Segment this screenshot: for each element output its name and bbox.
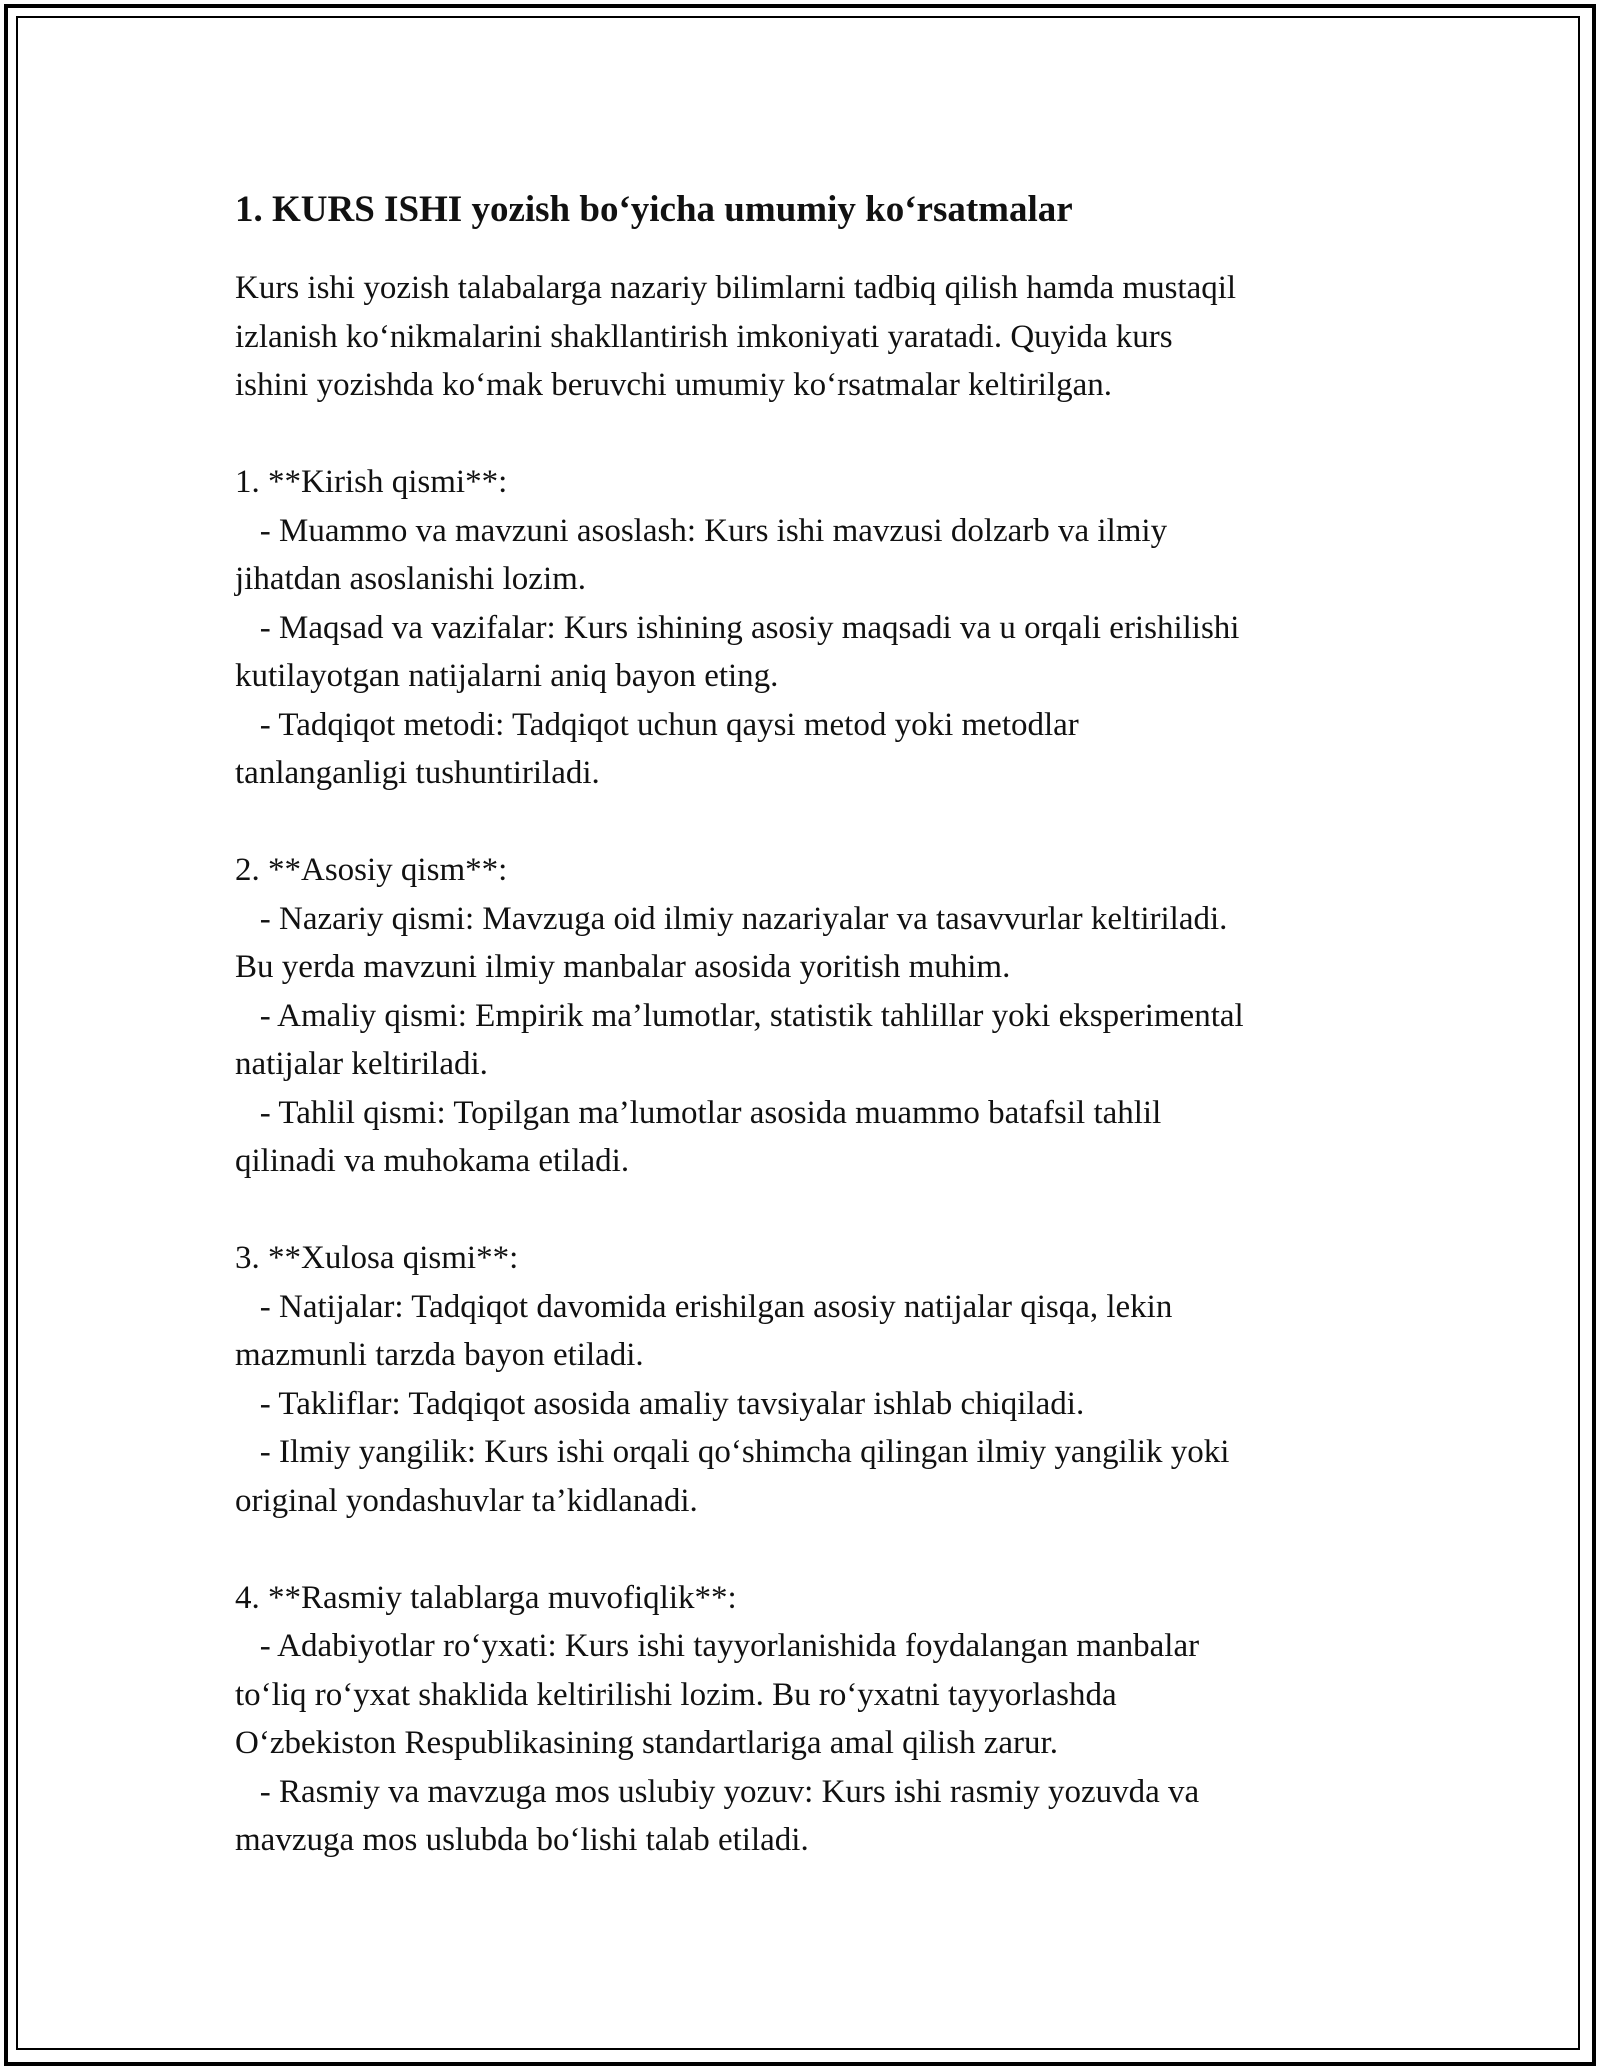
section-line: mazmunli tarzda bayon etiladi.	[235, 1337, 644, 1373]
section-line: original yondashuvlar ta’kidlanadi.	[235, 1482, 698, 1519]
document-title: 1. KURS ISHI yozish bo‘yicha umumiy ko‘rsatmalar	[235, 189, 1073, 230]
intro-paragraph	[235, 264, 1395, 410]
section-heading: 1. **Kirish qismi**:	[235, 464, 508, 500]
section-heading: 4. **Rasmiy talablarga muvofiqlik**:	[235, 1579, 737, 1616]
section-line: - Nazariy qismi: Mavzuga oid ilmiy nazariyalar va tasavvurlar keltiriladi.	[235, 900, 1228, 937]
section-line: to‘liq ro‘yxat shaklida keltirilishi lozim. Bu ro‘yxatni tayyorlashda	[235, 1676, 1117, 1713]
section-line: - Tadqiqot metodi: Tadqiqot uchun qaysi metod yoki metodlar	[235, 706, 1079, 743]
section-line: natijalar keltiriladi.	[235, 1046, 488, 1082]
section-xulosa	[235, 1234, 1395, 1525]
section-line: O‘zbekiston Respublikasining standartlariga amal qilish zarur.	[235, 1725, 1058, 1761]
intro-line: izlanish ko‘nikmalarini shakllantirish imkoniyati yaratadi. Quyida kurs	[235, 318, 1173, 355]
section-asosiy	[235, 846, 1395, 1186]
section-line: mavzuga mos uslubda bo‘lishi talab etiladi.	[235, 1822, 809, 1858]
section-line: kutilayotgan natijalarni aniq bayon eting.	[235, 658, 779, 694]
section-line: jihatdan asoslanishi lozim.	[235, 561, 587, 597]
section-line: - Amaliy qismi: Empirik ma’lumotlar, statistik tahlillar yoki eksperimental	[235, 997, 1244, 1034]
section-line: - Adabiyotlar ro‘yxati: Kurs ishi tayyorlanishida foydalangan manbalar	[235, 1628, 1200, 1664]
document-body	[235, 186, 1395, 1865]
section-line: qilinadi va muhokama etiladi.	[235, 1143, 630, 1179]
intro-line: Kurs ishi yozish talabalarga nazariy bilimlarni tadbiq qilish hamda mustaqil	[235, 270, 1237, 306]
section-heading: 3. **Xulosa qismi**:	[235, 1240, 519, 1276]
section-line: - Muammo va mavzuni asoslash: Kurs ishi mavzusi dolzarb va ilmiy	[235, 512, 1168, 549]
section-line: - Natijalar: Tadqiqot davomida erishilgan asosiy natijalar qisqa, lekin	[235, 1288, 1173, 1325]
section-heading: 2. **Asosiy qism**:	[235, 852, 508, 888]
section-line: - Takliflar: Tadqiqot asosida amaliy tavsiyalar ishlab chiqiladi.	[235, 1385, 1085, 1422]
section-line: - Maqsad va vazifalar: Kurs ishining asosiy maqsadi va u orqali erishilishi	[235, 609, 1240, 646]
section-kirish	[235, 458, 1395, 798]
section-rasmiy	[235, 1574, 1395, 1865]
section-line: Bu yerda mavzuni ilmiy manbalar asosida yoritish muhim.	[235, 949, 1011, 985]
section-line: tanlanganligi tushuntiriladi.	[235, 755, 600, 791]
section-line: - Ilmiy yangilik: Kurs ishi orqali qo‘shimcha qilingan ilmiy yangilik yoki	[235, 1434, 1230, 1470]
section-line: - Tahlil qismi: Topilgan ma’lumotlar asosida muammo batafsil tahlil	[235, 1094, 1162, 1131]
intro-line: ishini yozishda ko‘mak beruvchi umumiy ko‘rsatmalar keltirilgan.	[235, 367, 1113, 403]
section-line: - Rasmiy va mavzuga mos uslubiy yozuv: Kurs ishi rasmiy yozuvda va	[235, 1773, 1200, 1810]
